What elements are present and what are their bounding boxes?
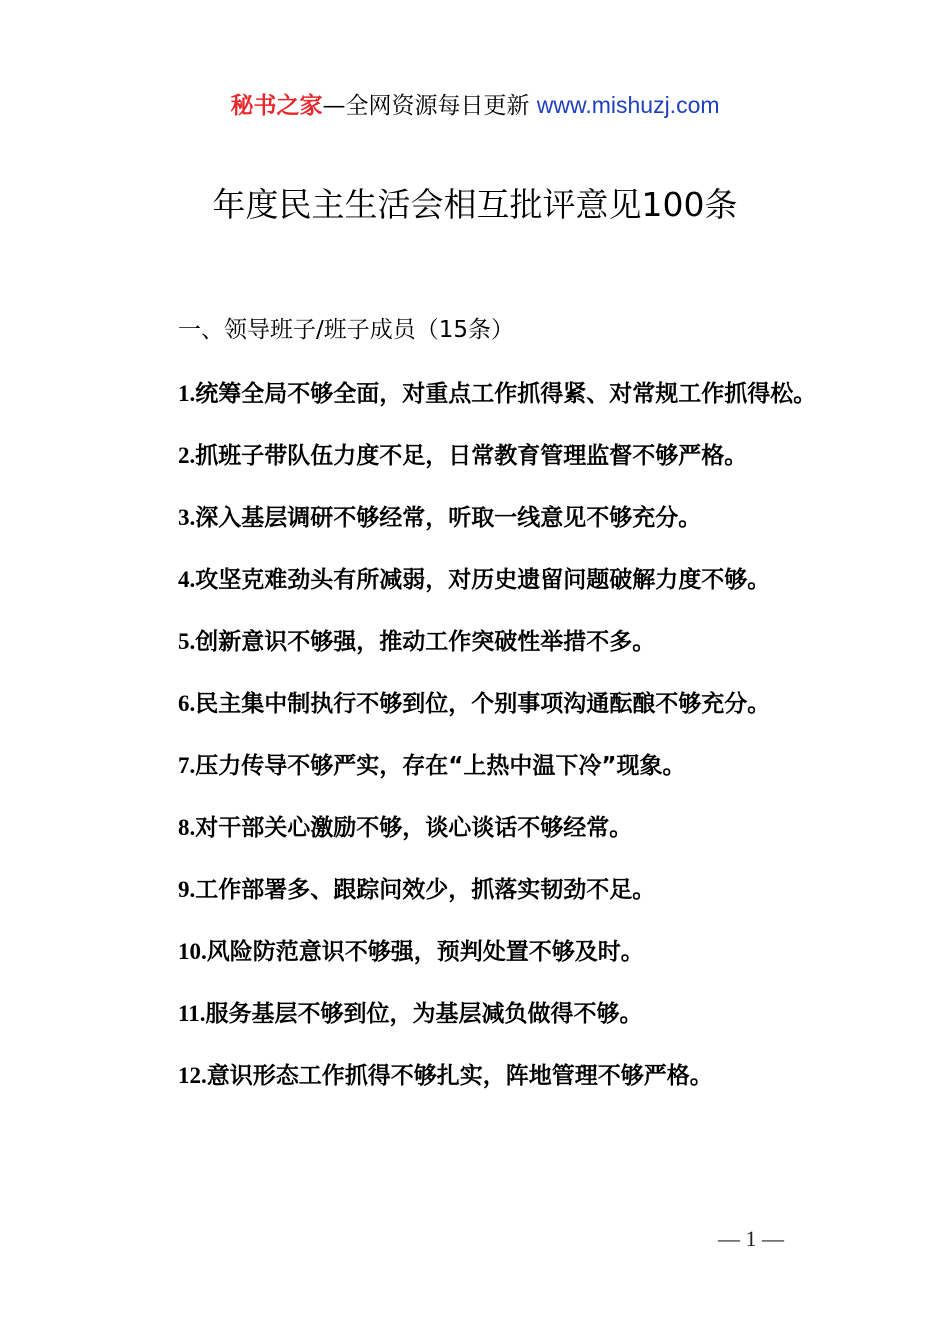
item-text: 攻坚克难劲头有所减弱，对历史遗留问题破解力度不够。 bbox=[195, 567, 771, 593]
list-item bbox=[126, 806, 836, 850]
banner-brand: 秘书之家 bbox=[230, 93, 323, 119]
document-title: 年度民主生活会相互批评意见100条 bbox=[212, 185, 738, 224]
list-item bbox=[126, 372, 836, 416]
item-number: 1. bbox=[178, 381, 196, 406]
section-heading: 一、领导班子/班子成员（15条） bbox=[178, 317, 515, 343]
item-number: 8. bbox=[178, 815, 196, 840]
list-item bbox=[126, 496, 836, 540]
item-text: 创新意识不够强，推动工作突破性举措不多。 bbox=[195, 629, 656, 655]
list-item bbox=[126, 620, 836, 664]
item-number: 9. bbox=[178, 877, 196, 902]
item-number: 4. bbox=[178, 567, 196, 592]
item-number: 2. bbox=[178, 443, 196, 468]
item-number: 10. bbox=[178, 939, 207, 964]
item-text: 压力传导不够严实，存在“上热中温下冷”现象。 bbox=[195, 753, 686, 779]
list-item bbox=[126, 682, 836, 726]
item-text: 服务基层不够到位，为基层减负做得不够。 bbox=[205, 1001, 643, 1027]
item-text: 统筹全局不够全面，对重点工作抓得紧、对常规工作抓得松。 bbox=[195, 381, 817, 407]
item-number: 11. bbox=[178, 1001, 206, 1026]
list-item bbox=[126, 434, 836, 478]
item-text: 抓班子带队伍力度不足，日常教育管理监督不够严格。 bbox=[195, 443, 748, 469]
criticism-list bbox=[126, 372, 836, 1116]
site-banner bbox=[0, 88, 950, 123]
item-text: 深入基层调研不够经常，听取一线意见不够充分。 bbox=[195, 505, 702, 531]
page-number: — 1 — bbox=[718, 1226, 784, 1251]
item-text: 民主集中制执行不够到位，个别事项沟通酝酿不够充分。 bbox=[195, 691, 771, 717]
list-item bbox=[126, 992, 836, 1036]
banner-tagline: —全网资源每日更新 bbox=[322, 93, 537, 119]
item-number: 3. bbox=[178, 505, 196, 530]
item-text: 工作部署多、跟踪问效少，抓落实韧劲不足。 bbox=[195, 877, 656, 903]
list-item bbox=[126, 930, 836, 974]
banner-url[interactable]: www.mishuzj.com bbox=[536, 92, 720, 118]
list-item bbox=[126, 744, 836, 788]
list-item bbox=[126, 1054, 836, 1098]
item-number: 12. bbox=[178, 1063, 207, 1088]
item-number: 6. bbox=[178, 691, 196, 716]
item-number: 7. bbox=[178, 753, 196, 778]
list-item bbox=[126, 558, 836, 602]
item-text: 对干部关心激励不够，谈心谈话不够经常。 bbox=[195, 815, 633, 841]
item-text: 风险防范意识不够强，预判处置不够及时。 bbox=[206, 939, 644, 965]
item-text: 意识形态工作抓得不够扎实，阵地管理不够严格。 bbox=[206, 1063, 713, 1089]
list-item bbox=[126, 868, 836, 912]
item-number: 5. bbox=[178, 629, 196, 654]
